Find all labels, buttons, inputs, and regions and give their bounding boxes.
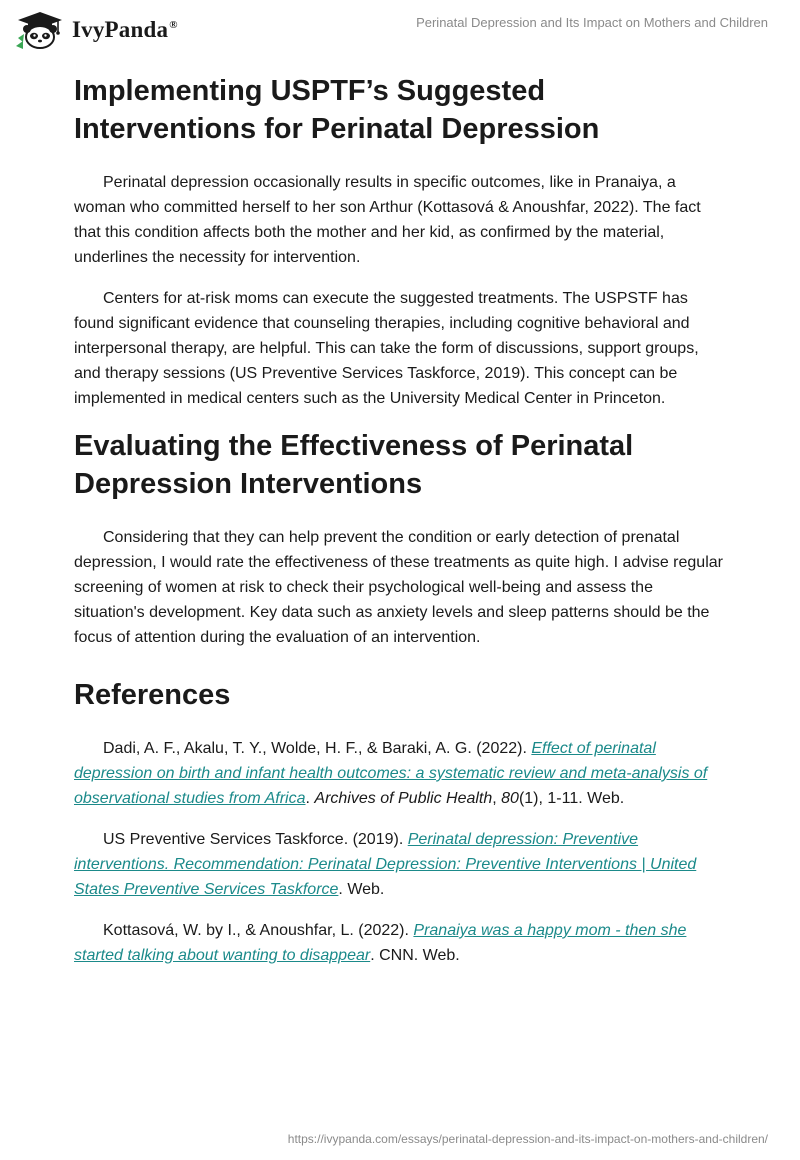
page-header bbox=[0, 0, 800, 64]
ivypanda-logo[interactable] bbox=[14, 10, 178, 50]
footer-url[interactable]: https://ivypanda.com/essays/perinatal-depression-and-its-impact-on-mothers-and-children/ bbox=[287, 1132, 768, 1146]
panda-graduate-logo-icon bbox=[14, 10, 66, 50]
journal-name: Archives of Public Health bbox=[314, 790, 493, 807]
references-heading: References bbox=[74, 679, 231, 711]
registered-mark: ® bbox=[169, 19, 178, 32]
section-references bbox=[74, 676, 728, 968]
section-heading: Evaluating the Effectiveness of Perinatal Depression Interventions bbox=[74, 430, 634, 500]
document-title: Perinatal Depression and Its Impact on Mothers and Children bbox=[416, 15, 768, 30]
reference-item: Dadi, A. F., Akalu, T. Y., Wolde, H. F., & Baraki, A. G. (2022). Effect of perinatal depression on birth and infant health outcomes: a systematic review and meta-analysis of observational studies from Africa. Archives of Public Health, 80(1), 1-11. Web. bbox=[74, 740, 708, 807]
reference-link[interactable]: Perinatal depression: Preventive interventions. Recommendation: Perinatal Depression: Preventive Interventions | United States Preventive Services Taskforce bbox=[74, 831, 697, 898]
essay-content bbox=[74, 72, 728, 984]
paragraph: Centers for at-risk moms can execute the suggested treatments. The USPSTF has found significant evidence that counseling therapies, including cognitive behavioral and interpersonal therapy, are helpful. This can take the form of discussions, support groups, and therapy sessions (US Preventive Services Taskforce, 2019). This concept can be implemented in medical centers such as the University Medical Center in Princeton. bbox=[74, 290, 699, 407]
paragraph: Considering that they can help prevent the condition or early detection of prenatal depression, I would rate the effectiveness of these treatments as quite high. I advise regular screening of women at risk to check their psychological well-being and assess the situation's development. Key data such as anxiety levels and sleep patterns should be the focus of attention during the evaluation of an intervention. bbox=[74, 529, 723, 646]
reference-link[interactable]: Pranaiya was a happy mom - then she started talking about wanting to disappear bbox=[74, 922, 687, 964]
reference-link[interactable]: Effect of perinatal depression on birth and infant health outcomes: a systematic review and meta-analysis of observational studies from Africa bbox=[74, 740, 708, 807]
section-heading: Implementing USPTF’s Suggested Interventions for Perinatal Depression bbox=[74, 75, 600, 145]
reference-item: Kottasová, W. by I., & Anoushfar, L. (2022). Pranaiya was a happy mom - then she started talking about wanting to disappear. CNN. Web. bbox=[74, 922, 687, 964]
section-evaluating bbox=[74, 427, 728, 650]
logo-text: IvyPanda® bbox=[72, 17, 178, 42]
paragraph: Perinatal depression occasionally results in specific outcomes, like in Pranaiya, a woman who committed herself to her son Arthur (Kottasová & Anoushfar, 2022). The fact that this condition affects both the mother and her kid, as confirmed by the material, underlines the necessity for intervention. bbox=[74, 174, 701, 266]
reference-item: US Preventive Services Taskforce. (2019). Perinatal depression: Preventive interventions. Recommendation: Perinatal Depression: Preventive Interventions | United States Preventive Services Taskforce. Web. bbox=[74, 831, 697, 898]
section-implementing bbox=[74, 72, 728, 411]
journal-volume: 80 bbox=[501, 790, 519, 807]
